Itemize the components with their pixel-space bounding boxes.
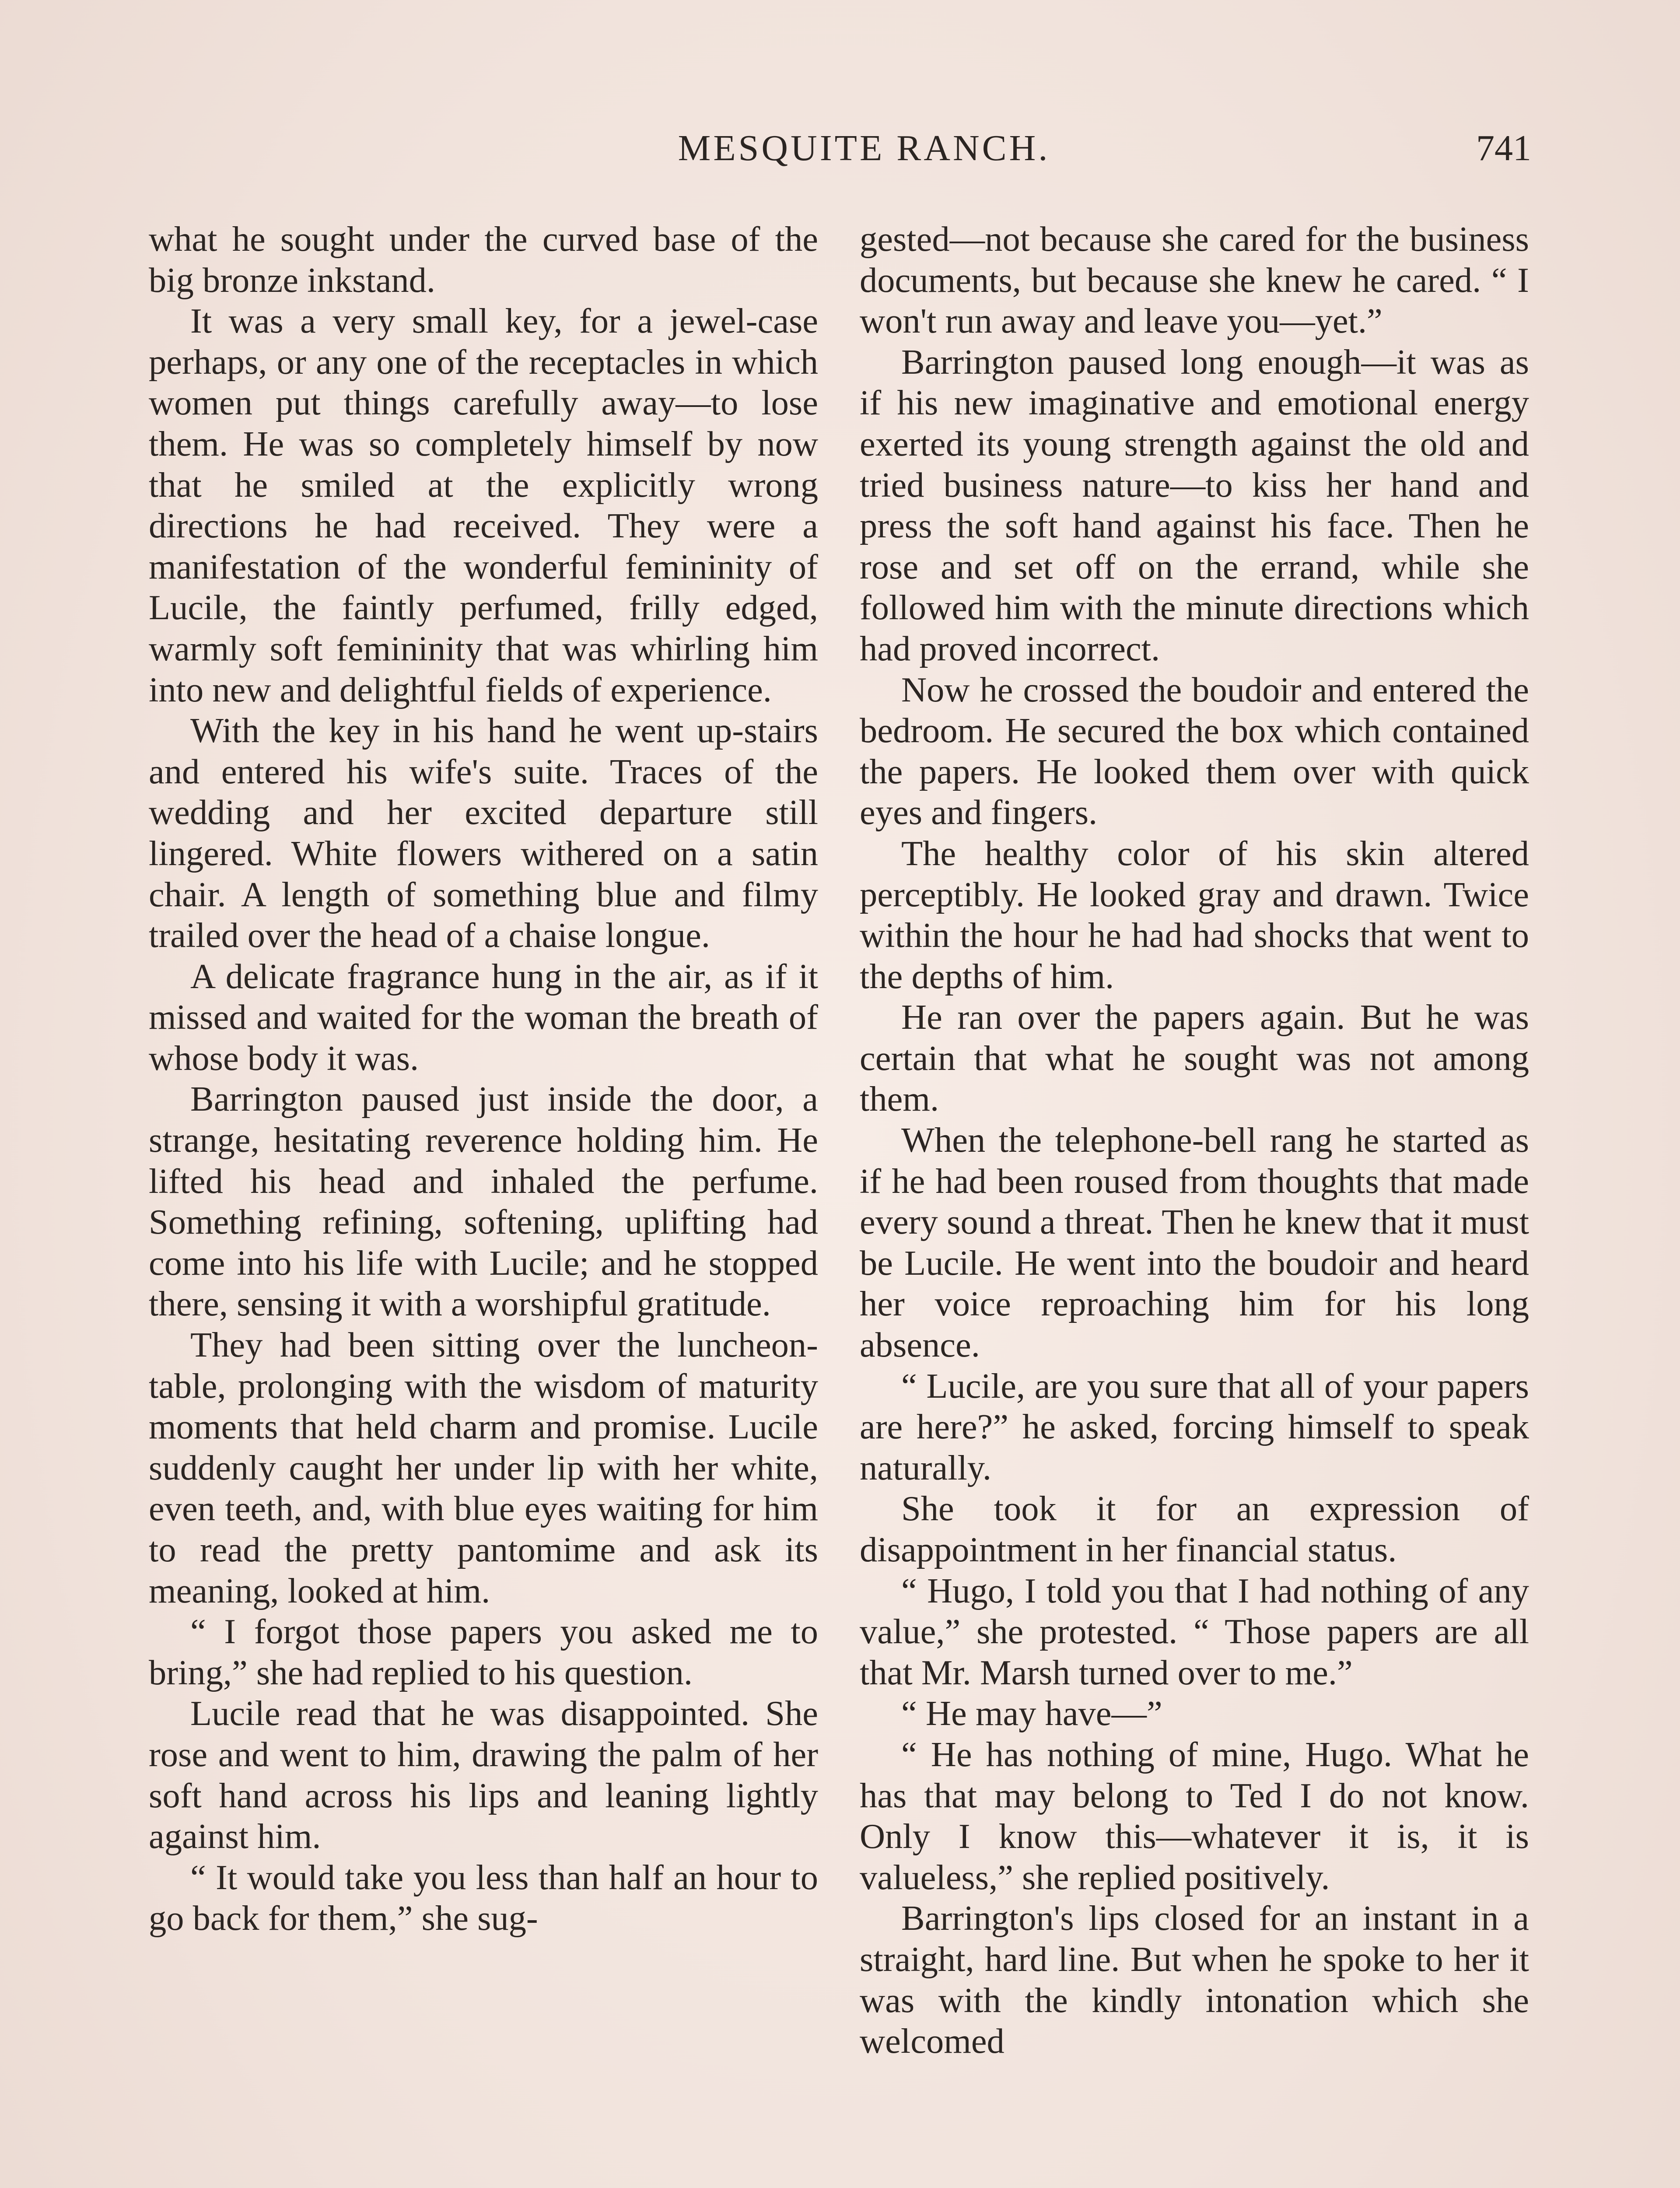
paragraph: She took it for an expression of disappointment in her financial status. — [860, 1489, 1529, 1569]
paragraph: With the key in his hand he went up-stairs and entered his wife's suite. Traces of the wedding and her excited departure still lingered. White flowers withered on a satin chair. A length of something blue and filmy trailed over the head of a chaise longue. — [149, 711, 818, 955]
page-number: 741 — [1476, 128, 1531, 168]
paragraph: “ He may have—” — [901, 1694, 1162, 1733]
paragraph: “ Hugo, I told you that I had nothing of any value,” she protested. “ Those papers are all that Mr. Marsh turned over to me.” — [860, 1571, 1529, 1692]
paragraph: Barrington's lips closed for an instant in a straight, hard line. But when he spoke to her it was with the kindly intonation which she welcomed — [860, 1899, 1529, 2061]
paragraph: Lucile read that he was disappointed. She rose and went to him, drawing the palm of her soft hand across his lips and leaning lightly against him. — [149, 1694, 818, 1856]
paragraph: Barrington paused long enough—it was as if his new imaginative and emotional energy exerted its young strength against the old and tried business nature—to kiss her hand and press the soft hand against his face. Then he rose and set off on the errand, while she followed him with the minute directions which had proved incorrect. — [860, 342, 1529, 668]
paragraph: what he sought under the curved base of the big bronze inkstand. — [149, 220, 818, 300]
paragraph: A delicate fragrance hung in the air, as if it missed and waited for the woman the breath of whose body it was. — [149, 957, 818, 1078]
paragraph: gested—not because she cared for the business documents, but because she knew he cared. “ I won't run away and leave you—yet.” — [860, 220, 1529, 341]
left-column — [149, 219, 818, 1939]
paragraph: It was a very small key, for a jewel-case perhaps, or any one of the receptacles in which women put things carefully away—to lose them. He was so completely himself by now that he smiled at the explicitly wrong directions he had received. They were a manifestation of the wonderful femininity of Lucile, the faintly perfumed, frilly edged, warmly soft femininity that was whirling him into new and delightful fields of experience. — [149, 302, 818, 709]
paragraph: Barrington paused just inside the door, a strange, hesitating reverence holding him. He lifted his head and inhaled the perfume. Something refining, softening, uplifting had come into his life with Lucile; and he stopped there, sensing it with a worshipful gratitude. — [149, 1080, 818, 1324]
paragraph: “ It would take you less than half an hour to go back for them,” she sug- — [149, 1858, 818, 1938]
paragraph: “ I forgot those papers you asked me to bring,” she had replied to his question. — [149, 1612, 818, 1692]
paragraph: The healthy color of his skin altered perceptibly. He looked gray and drawn. Twice within the hour he had had shocks that went to the depths of him. — [860, 834, 1529, 996]
paragraph: When the telephone-bell rang he started as if he had been roused from thoughts that made every sound a threat. Then he knew that it must be Lucile. He went into the boudoir and heard her voice reproaching him for his long absence. — [860, 1121, 1529, 1365]
paragraph: He ran over the papers again. But he was certain that what he sought was not among them. — [860, 998, 1529, 1119]
running-title: MESQUITE RANCH. — [678, 128, 1050, 168]
paragraph: “ He has nothing of mine, Hugo. What he has that may belong to Ted I do not know. Only I know this—whatever it is, it is valueless,” she replied positively. — [860, 1735, 1529, 1897]
paragraph: Now he crossed the boudoir and entered the bedroom. He secured the box which contained the papers. He looked them over with quick eyes and fingers. — [860, 670, 1529, 832]
paragraph: They had been sitting over the luncheon-table, prolonging with the wisdom of maturity moments that held charm and promise. Lucile suddenly caught her under lip with her white, even teeth, and, with blue eyes waiting for him to read the pretty pantomime and ask its meaning, looked at him. — [149, 1325, 818, 1610]
right-column — [860, 219, 1529, 2062]
paragraph: “ Lucile, are you sure that all of your papers are here?” he asked, forcing himself to speak naturally. — [860, 1366, 1529, 1487]
